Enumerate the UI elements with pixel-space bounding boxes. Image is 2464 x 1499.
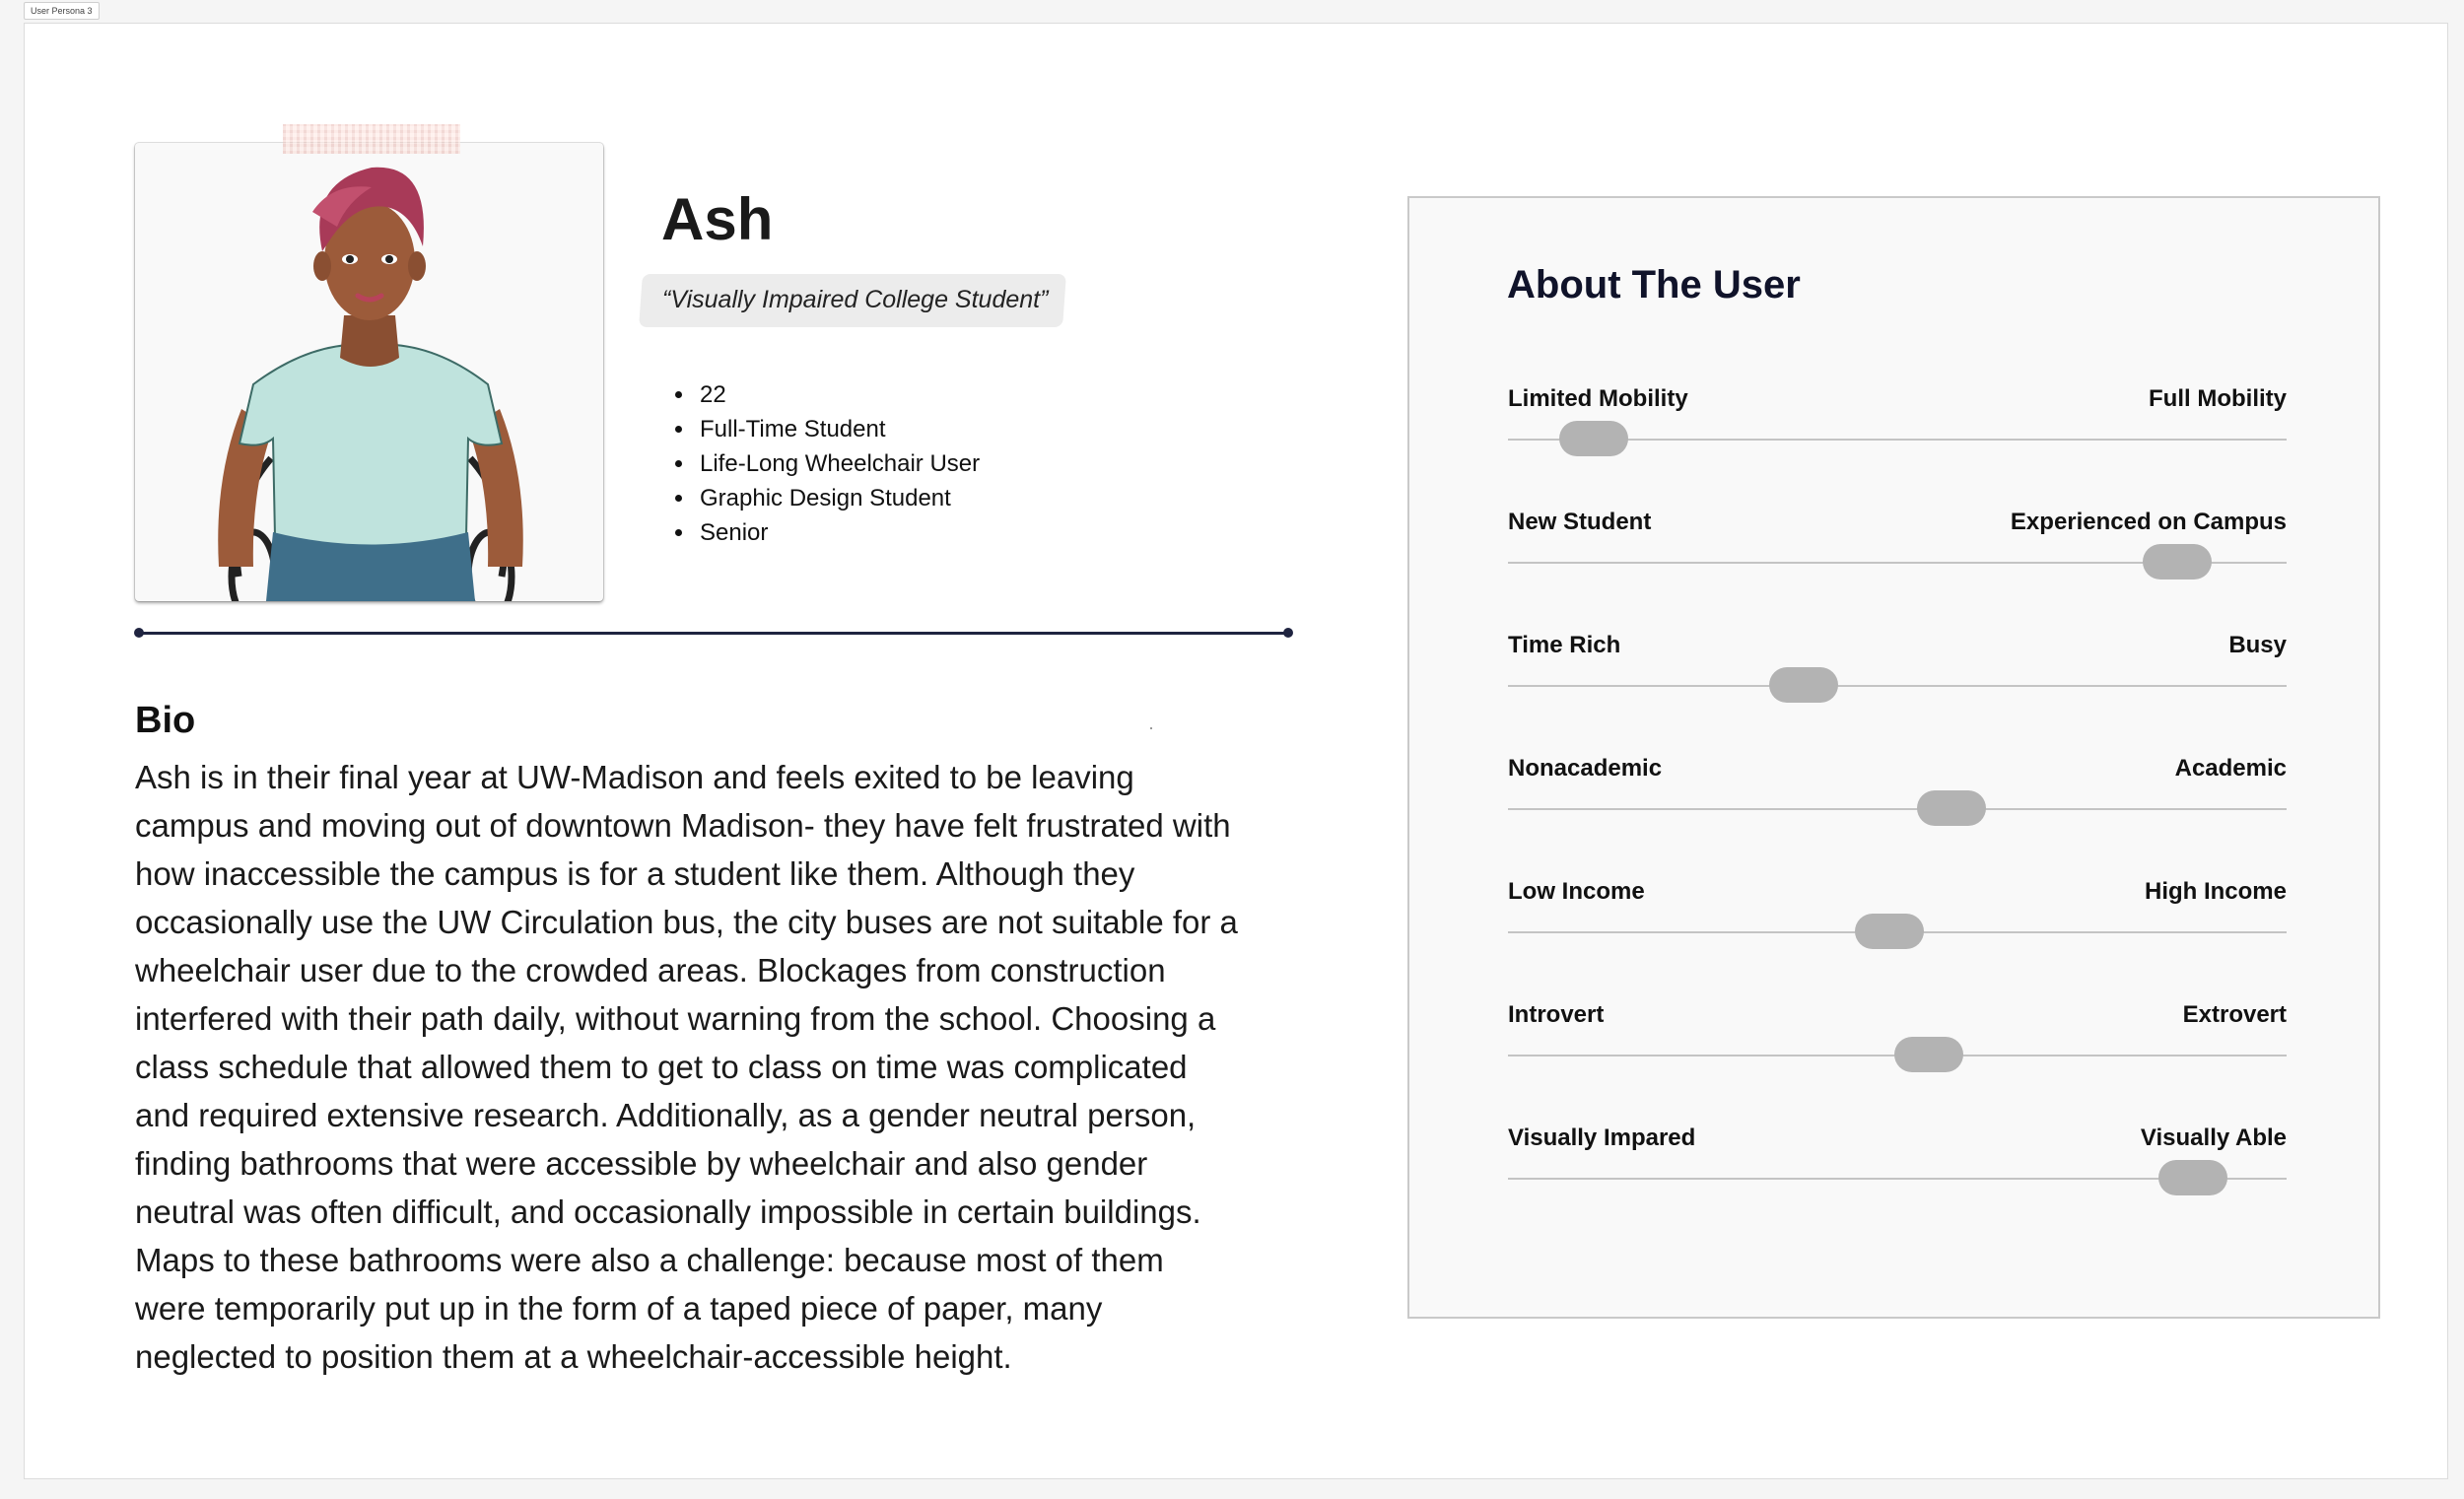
divider-end-dot — [1283, 628, 1293, 638]
frame-label[interactable]: User Persona 3 — [24, 2, 100, 20]
slider-thumb[interactable] — [1894, 1037, 1963, 1072]
trait-slider[interactable] — [1508, 1124, 2287, 1193]
slider-left-label: Visually Impared — [1508, 1124, 1696, 1151]
slider-right-label: High Income — [2144, 878, 2287, 905]
about-title: About The User — [1507, 263, 1801, 307]
slider-thumb[interactable] — [1559, 421, 1628, 456]
trait-slider[interactable] — [1508, 632, 2287, 701]
slider-track[interactable] — [1508, 808, 2287, 810]
tagline-text: “Visually Impaired College Student” — [662, 286, 1049, 313]
trait-slider[interactable] — [1508, 385, 2287, 454]
slider-left-label: Time Rich — [1508, 632, 1621, 658]
persona-name: Ash — [661, 186, 774, 252]
fact-item: • Graphic Design Student — [696, 481, 980, 515]
slider-right-label: Full Mobility — [2149, 385, 2287, 412]
about-panel — [1407, 196, 2380, 1319]
slider-right-label: Academic — [2174, 755, 2287, 782]
bio-text: Ash is in their final year at UW-Madison and feels exited to be leaving campus and moving out of downtown Madison- they have felt frustrated with how inaccessible the campus is for a student like them. Although they occasionally use the UW Circulation bus, the city buses are not suitable for a wheelchair user due to the crowded areas. Blockages from construction interfered with their path daily, without warning from the school. Choosing a class schedule that allowed them to get to class on time was complicated and required extensive research. Additionally, as a gender neutral person, finding bathrooms that were accessible by wheelchair and also gender neutral was often difficult, and occasionally impossible in certain buildings. Maps to these bathrooms were also a challenge: because most of them were temporarily put up in the form of a taped piece of paper, many neglected to position them at a wheelchair-accessible height. — [135, 759, 1238, 1375]
slider-right-label: Visually Able — [2140, 1124, 2287, 1151]
section-divider — [138, 632, 1289, 635]
slider-thumb[interactable] — [1855, 914, 1924, 949]
slider-thumb[interactable] — [1917, 790, 1986, 826]
slider-thumb[interactable] — [2143, 544, 2212, 579]
tape-strip — [283, 124, 460, 154]
fact-item: • Full-Time Student — [696, 412, 980, 446]
slider-right-label: Busy — [2228, 632, 2287, 658]
fact-item: • Life-Long Wheelchair User — [696, 446, 980, 481]
slider-track[interactable] — [1508, 685, 2287, 687]
stray-mark — [1150, 727, 1152, 729]
slider-thumb[interactable] — [2158, 1160, 2227, 1195]
slider-thumb[interactable] — [1769, 667, 1838, 703]
fact-item: • 22 — [696, 377, 980, 412]
slider-left-label: Low Income — [1508, 878, 1645, 905]
trait-slider[interactable] — [1508, 878, 2287, 947]
trait-slider[interactable] — [1508, 755, 2287, 824]
slider-left-label: Nonacademic — [1508, 755, 1663, 782]
bio-title: Bio — [135, 700, 196, 741]
slider-left-label: Introvert — [1508, 1001, 1605, 1028]
slider-left-label: New Student — [1508, 509, 1652, 535]
persona-facts — [672, 377, 980, 550]
slider-right-label: Experienced on Campus — [2010, 509, 2287, 535]
slider-right-label: Extrovert — [2182, 1001, 2287, 1028]
slider-left-label: Limited Mobility — [1508, 385, 1688, 412]
divider-start-dot — [134, 628, 144, 638]
trait-slider[interactable] — [1508, 509, 2287, 578]
photo-card — [135, 143, 603, 601]
persona-tagline — [639, 274, 1066, 327]
trait-slider[interactable] — [1508, 1001, 2287, 1070]
fact-item: • Senior — [696, 515, 980, 550]
avatar-illustration — [135, 143, 603, 601]
